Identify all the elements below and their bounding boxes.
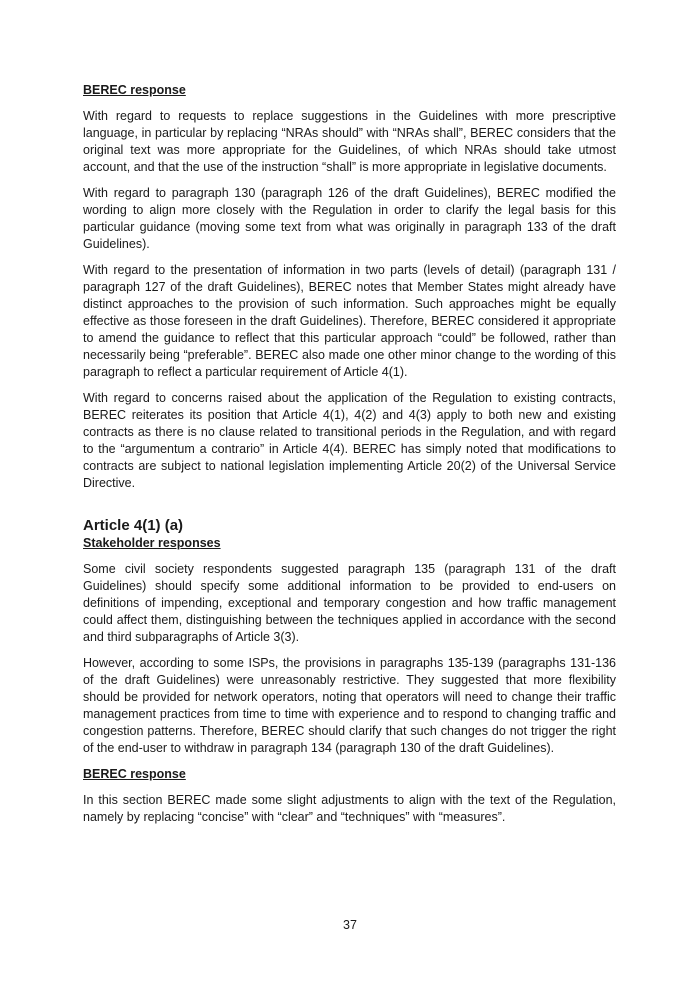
berec-response-paragraph: With regard to concerns raised about the application of the Regulation to existing contracts, BEREC reiterates its position that Article 4(1), 4(2) and 4(3) apply to both new and existing contracts as there is no clause related to transitional periods in the Regulation, and with regard to the “argumentum a contrario” in Article 4(4). BEREC has simply noted that modifications to contracts are subject to national legislation implementing Article 20(2) of the Universal Service Directive. <box>83 391 616 490</box>
berec-response-paragraph-2: In this section BEREC made some slight adjustments to align with the text of the Regulation, namely by replacing “concise” with “clear” and “techniques” with “measures”. <box>83 793 616 824</box>
document-page <box>83 82 616 835</box>
article-title: Article 4(1) (a) <box>83 517 184 534</box>
berec-response-paragraph: With regard to the presentation of information in two parts (levels of detail) (paragraph 131 / paragraph 127 of the draft Guidelines), BEREC notes that Member States might already have distinct approaches to the provision of such information. Such approaches might be equally effective as those foreseen in the draft Guidelines). Therefore, BEREC considered it appropriate to amend the guidance to reflect that this particular approach “could” be followed, rather than necessarily being “preferable”. BEREC also made one other minor change to the wording of this paragraph to reflect a particular requirement of Article 4(1). <box>83 263 616 379</box>
stakeholder-paragraph: However, according to some ISPs, the provisions in paragraphs 135-139 (paragraphs 131-136 of the draft Guidelines) were unreasonably restrictive. They suggested that more flexibility should be provided for network operators, noting that operators will need to change their traffic management practices from time to time with experience and to respond to changing traffic and congestion patterns. Therefore, BEREC should clarify that such changes do not trigger the right of the end-user to withdraw in paragraph 134 (paragraph 130 of the draft Guidelines). <box>83 656 616 755</box>
berec-response-paragraph: With regard to requests to replace suggestions in the Guidelines with more prescriptive language, in particular by replacing “NRAs should” with “NRAs shall”, BEREC considers that the original text was more appropriate for the Guidelines, of which NRAs should take utmost account, and that the use of the instruction “shall” is more appropriate in legislative documents. <box>83 109 616 174</box>
berec-response-heading: BEREC response <box>83 83 186 97</box>
stakeholder-paragraph: Some civil society respondents suggested paragraph 135 (paragraph 131 of the draft Guidelines) should specify some additional information to be provided to end-users on definitions of impending, exceptional and temporary congestion and how traffic management could affect them, distinguishing between the techniques applied in accordance with the second and third subparagraphs of Article 3(3). <box>83 562 616 644</box>
stakeholder-responses-heading: Stakeholder responses <box>83 536 221 550</box>
berec-response-paragraph: With regard to paragraph 130 (paragraph 126 of the draft Guidelines), BEREC modified the wording to align more closely with the Regulation in order to clarify the legal basis for this particular guidance (moving some text from what was originally in paragraph 133 of the draft Guidelines). <box>83 186 616 251</box>
page-number: 37 <box>343 918 357 932</box>
berec-response-heading-2: BEREC response <box>83 767 186 781</box>
